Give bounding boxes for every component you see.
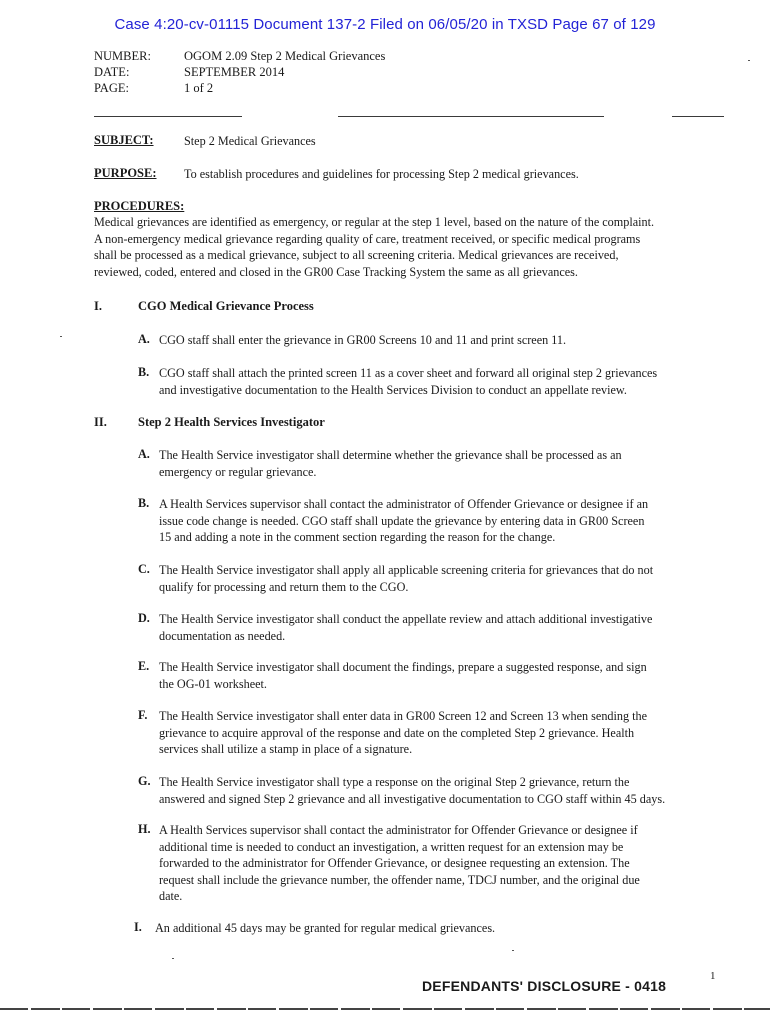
filing-stamp: Case 4:20-cv-01115 Document 137-2 Filed on 06/05/20 in TXSD Page 67 of 129 — [114, 16, 656, 33]
purpose-text: To establish procedures and guidelines for processing Step 2 medical grievances. — [184, 167, 579, 181]
item-line: qualify for processing and return them to the CGO. — [159, 579, 409, 594]
scan-speck — [748, 60, 750, 61]
disclosure-label: DEFENDANTS' DISCLOSURE - 0418 — [422, 978, 667, 994]
item-line: and investigative documentation to the Health Services Division to conduct an appellate review. — [159, 382, 627, 397]
date-value: SEPTEMBER 2014 — [184, 65, 285, 79]
item-text — [159, 822, 724, 905]
page-label: PAGE: — [94, 81, 129, 95]
item-line: issue code change is needed. CGO staff shall update the grievance by entering data in GR00 Screen — [159, 513, 645, 528]
item-text — [159, 496, 724, 546]
item-letter: H. — [138, 822, 151, 836]
item-text — [159, 659, 724, 692]
item-line: forwarded to the administrator for Offender Grievance, or designee requesting an extension. The — [159, 856, 630, 870]
item-line: The Health Service investigator shall apply all applicable screening criteria for grievances that do not — [159, 563, 654, 577]
item-line: The Health Service investigator shall type a response on the original Step 2 grievance, return the — [159, 775, 630, 789]
section-title: CGO Medical Grievance Process — [138, 299, 314, 313]
item-letter: A. — [138, 332, 150, 346]
procedures-paragraph — [94, 214, 724, 280]
item-line: The Health Service investigator shall document the findings, prepare a suggested response, and sign — [159, 660, 647, 674]
item-line: request shall include the grievance number, the offender name, TDCJ number, and the original due — [159, 872, 640, 887]
item-line: CGO staff shall enter the grievance in GR00 Screens 10 and 11 and print screen 11. — [159, 333, 567, 347]
item-letter: C. — [138, 562, 150, 576]
header-rule-mid — [338, 116, 604, 117]
procedures-line: A non-emergency medical grievance regarding quality of care, treatment received, or specific medical programs — [94, 231, 641, 246]
item-text — [155, 920, 720, 937]
purpose-label: PURPOSE: — [94, 166, 157, 180]
scan-speck — [60, 336, 62, 337]
item-text — [159, 562, 724, 595]
item-letter: I. — [134, 920, 142, 934]
item-letter: E. — [138, 659, 150, 673]
item-letter: D. — [138, 611, 150, 625]
subject-text: Step 2 Medical Grievances — [184, 134, 316, 148]
procedures-line: Medical grievances are identified as emergency, or regular at the step 1 level, based on the nature of the complaint. — [94, 215, 655, 229]
procedures-line: shall be processed as a medical grievance, subject to all screening criteria. Medical grievances are received, — [94, 248, 619, 262]
section-number: I. — [94, 299, 102, 313]
item-letter: A. — [138, 447, 150, 461]
page-number: 1 — [710, 970, 716, 982]
date-label: DATE: — [94, 65, 130, 79]
item-letter: F. — [138, 708, 148, 722]
section-number: II. — [94, 415, 107, 429]
item-line: grievance to acquire approval of the response and date on the completed Step 2 grievance. Health — [159, 725, 635, 740]
item-line: The Health Service investigator shall enter data in GR00 Screen 12 and Screen 13 when sending the — [159, 709, 648, 723]
item-line: The Health Service investigator shall conduct the appellate review and attach additional investigative — [159, 612, 653, 626]
procedures-line: reviewed, coded, entered and closed in the GR00 Case Tracking System the same as all grievances. — [94, 264, 578, 279]
section-title: Step 2 Health Services Investigator — [138, 415, 325, 429]
scan-speck — [172, 958, 174, 959]
item-line: The Health Service investigator shall determine whether the grievance shall be processed as an — [159, 448, 622, 462]
item-letter: G. — [138, 774, 151, 788]
item-text — [159, 447, 724, 480]
item-text — [159, 774, 724, 807]
item-line: date. — [159, 889, 183, 903]
item-line: An additional 45 days may be granted for regular medical grievances. — [155, 921, 496, 935]
header-rule-left — [94, 116, 242, 117]
item-line: A Health Services supervisor shall contact the administrator for Offender Grievance or designee if — [159, 823, 638, 837]
item-text — [159, 708, 724, 758]
item-line: documentation as needed. — [159, 628, 286, 643]
item-text — [159, 611, 724, 644]
subject-label: SUBJECT: — [94, 133, 154, 147]
item-line: the OG-01 worksheet. — [159, 676, 267, 691]
number-value: OGOM 2.09 Step 2 Medical Grievances — [184, 49, 386, 63]
item-line: answered and signed Step 2 grievance and all investigative documentation to CGO staff within 45 days. — [159, 791, 666, 806]
item-line: additional time is needed to conduct an investigation, a written request for an extension may be — [159, 839, 624, 854]
procedures-label: PROCEDURES: — [94, 199, 185, 213]
bottom-rule — [0, 1008, 770, 1010]
number-label: NUMBER: — [94, 49, 151, 63]
page-value: 1 of 2 — [184, 81, 214, 95]
item-line: A Health Services supervisor shall contact the administrator of Offender Grievance or designee if an — [159, 497, 649, 511]
item-line: CGO staff shall attach the printed screen 11 as a cover sheet and forward all original step 2 grievances — [159, 366, 658, 380]
item-text — [159, 332, 724, 349]
item-text — [159, 365, 724, 398]
header-rule-right — [672, 116, 724, 117]
item-line: services shall utilize a stamp in place of a signature. — [159, 742, 413, 756]
scan-speck — [512, 950, 514, 951]
item-line: emergency or regular grievance. — [159, 464, 317, 479]
item-letter: B. — [138, 496, 150, 510]
item-letter: B. — [138, 365, 150, 379]
item-line: 15 and adding a note in the comment section regarding the reason for the change. — [159, 530, 556, 544]
